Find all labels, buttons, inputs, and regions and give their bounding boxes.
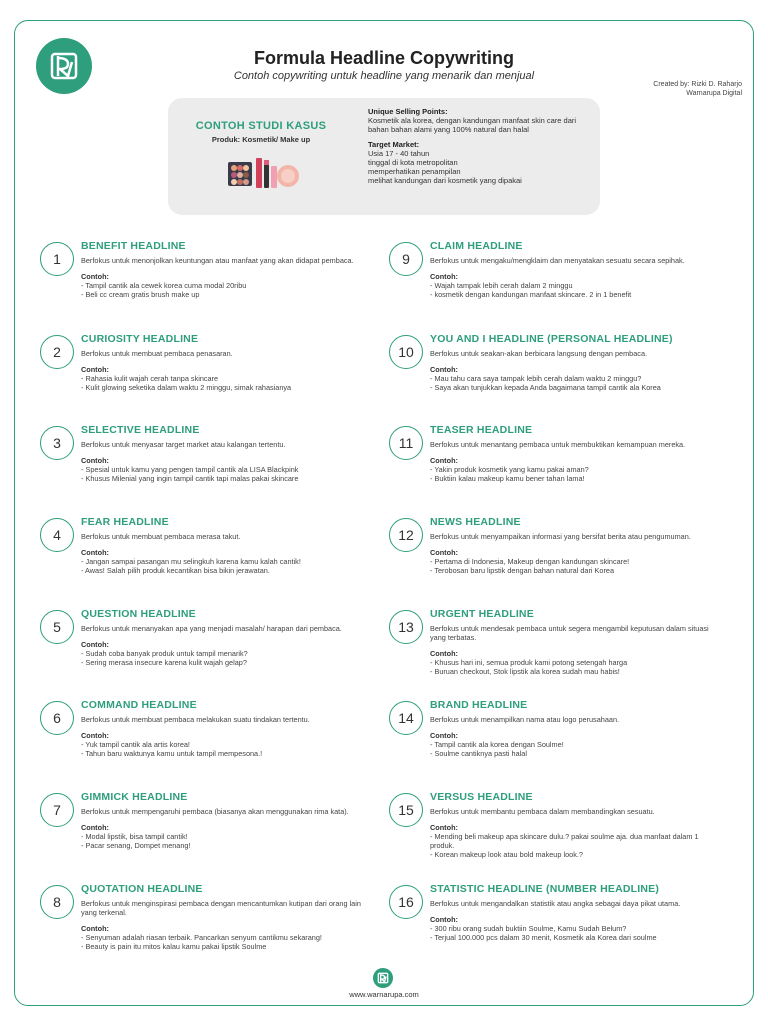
example-line: - Sering merasa insecure karena kulit wajah gelap? (81, 658, 247, 667)
headline-number: 8 (40, 885, 74, 919)
headline-description: Berfokus untuk menampilkan nama atau logo perusahaan. (430, 715, 620, 724)
headline-description: Berfokus untuk membuat pembaca melakukan suatu tindakan tertentu. (81, 715, 310, 724)
example-line: - Khusus Milenial yang ingin tampil cantik tapi malas pakai skincare (81, 474, 299, 483)
headline-description: Berfokus untuk menyampaikan informasi yang bersifat berita atau pengumuman. (430, 532, 691, 541)
headline-description: Berfokus untuk menonjolkan keuntungan atau manfaat yang akan didapat pembaca. (81, 256, 354, 265)
example-line: - Buktiin kalau makeup kamu bener tahan lama! (430, 474, 585, 483)
cosmetics-illustration (226, 156, 302, 195)
example-label: Contoh: (81, 731, 109, 740)
headline-number: 16 (389, 885, 423, 919)
example-label: Contoh: (430, 272, 458, 281)
example-label: Contoh: (430, 365, 458, 374)
example-line: - Mending beli makeup apa skincare dulu.? pakai soulme aja. dua manfaat dalam 1 produk. (430, 832, 699, 850)
headline-description: Berfokus untuk menginspirasi pembaca dengan mencantumkan kutipan dari orang lain yang terkenal. (81, 899, 361, 917)
example-line: - Tahun baru waktunya kamu untuk tampil mempesona.! (81, 749, 263, 758)
headline-title: GIMMICK HEADLINE (81, 791, 188, 803)
example-label: Contoh: (81, 640, 109, 649)
example-line: - 300 ribu orang sudah buktiin Soulme, Kamu Sudah Belum? (430, 924, 627, 933)
example-label: Contoh: (430, 649, 458, 658)
example-line: - Yakin produk kosmetik yang kamu pakai aman? (430, 465, 589, 474)
headline-title: YOU AND I HEADLINE (PERSONAL HEADLINE) (430, 333, 673, 345)
headline-description: Berfokus untuk mengandalkan statistik atau angka sebagai daya pikat utama. (430, 899, 681, 908)
page-title: Formula Headline Copywriting (253, 48, 515, 68)
headline-description: Berfokus untuk menanyakan apa yang menjadi masalah/ harapan dari pembaca. (81, 624, 342, 633)
headline-number: 12 (389, 518, 423, 552)
example-line: - Tampil cantik ala cewek korea cuma modal 20ribu (81, 281, 247, 290)
headline-description: Berfokus untuk membantu pembaca dalam membandingkan sesuatu. (430, 807, 655, 816)
case-study-heading (168, 120, 354, 144)
example-line: - Awas! Salah pilih produk kecantikan bisa bikin jerawatan. (81, 566, 270, 575)
headline-description: Berfokus untuk mendesak pembaca untuk segera mengambil keputusan dalam situasi yang terbatas. (430, 624, 709, 642)
target-line: tinggal di kota metropolitan (368, 158, 458, 167)
example-label: Contoh: (81, 924, 109, 933)
headline-description: Berfokus untuk menantang pembaca untuk membuktikan kemampuan mereka. (430, 440, 686, 449)
footer-logo (373, 968, 393, 988)
example-line: - Senyuman adalah riasan terbaik. Pancarkan senyum cantikmu sekarang! (81, 933, 322, 942)
example-label: Contoh: (430, 915, 458, 924)
example-label: Contoh: (81, 272, 109, 281)
headline-number: 11 (389, 426, 423, 460)
case-study-card (168, 98, 600, 215)
example-line: - Terjual 100.000 pcs dalam 30 menit, Kosmetik ala Korea dari soulme (430, 933, 657, 942)
credit-company: Warnarupa Digital (686, 90, 742, 97)
headline-number: 3 (40, 426, 74, 460)
headline-description: Berfokus untuk menyasar target market atau kalangan tertentu. (81, 440, 286, 449)
credit-block (653, 80, 742, 98)
example-line: - Modal lipstik, bisa tampil cantik! (81, 832, 188, 841)
example-label: Contoh: (430, 548, 458, 557)
example-line: - Jangan sampai pasangan mu selingkuh karena kamu kalah cantik! (81, 557, 301, 566)
example-line: - Kulit glowing seketika dalam waktu 2 minggu, simak rahasianya (81, 383, 292, 392)
target-market-label: Target Market: (368, 140, 420, 149)
example-line: - Korean makeup look atau bold makeup look.? (430, 850, 583, 859)
example-line: - Buruan checkout, Stok lipstik ala korea sudah mau habis! (430, 667, 620, 676)
example-label: Contoh: (430, 823, 458, 832)
headline-title: FEAR HEADLINE (81, 516, 169, 528)
target-line: memperhatikan penampilan (368, 167, 461, 176)
usp-text: Kosmetik ala korea, dengan kandungan manfaat skin care dari bahan bahan alami yang 100% natural dan halal (368, 116, 577, 134)
target-line: melihat kandungan dari kosmetik yang dipakai (368, 176, 522, 185)
headline-title: VERSUS HEADLINE (430, 791, 533, 803)
example-label: Contoh: (81, 548, 109, 557)
example-line: - Wajah tampak lebih cerah dalam 2 minggu (430, 281, 573, 290)
example-line: - Khusus hari ini, semua produk kami potong setengah harga (430, 658, 628, 667)
headline-number: 5 (40, 610, 74, 644)
footer-url[interactable]: www.warnarupa.com (349, 990, 419, 999)
example-label: Contoh: (81, 456, 109, 465)
example-label: Contoh: (81, 365, 109, 374)
headline-title: TEASER HEADLINE (430, 424, 533, 436)
credit-author: Created by: Rizki D. Raharjo (653, 81, 742, 88)
example-line: - Sudah coba banyak produk untuk tampil menarik? (81, 649, 248, 658)
headline-title: URGENT HEADLINE (430, 608, 534, 620)
headline-description: Berfokus untuk mengaku/mengklaim dan menyatakan sesuatu secara sepihak. (430, 256, 685, 265)
headline-number: 14 (389, 701, 423, 735)
example-line: - Saya akan tunjukkan kepada Anda bagaimana tampil cantik ala Korea (430, 383, 661, 392)
headline-title: STATISTIC HEADLINE (NUMBER HEADLINE) (430, 883, 660, 895)
headline-number: 15 (389, 793, 423, 827)
example-line: - Rahasia kulit wajah cerah tanpa skincare (81, 374, 219, 383)
example-label: Contoh: (81, 823, 109, 832)
example-line: - Yuk tampil cantik ala artis korea! (81, 740, 190, 749)
headline-number: 10 (389, 335, 423, 369)
example-line: - Spesial untuk kamu yang pengen tampil cantik ala LISA Blackpink (81, 465, 299, 474)
makeup-icon (226, 156, 302, 190)
headline-title: CLAIM HEADLINE (430, 240, 523, 252)
example-line: - Terobosan baru lipstik dengan bahan natural dari Korea (430, 566, 615, 575)
case-study-details (368, 107, 593, 185)
headline-number: 6 (40, 701, 74, 735)
headline-title: BRAND HEADLINE (430, 699, 528, 711)
case-study-product: Produk: Kosmetik/ Make up (211, 135, 311, 144)
example-line: - Mau tahu cara saya tampak lebih cerah dalam waktu 2 minggu? (430, 374, 642, 383)
target-line: Usia 17 - 40 tahun (368, 149, 430, 158)
example-line: - Pertama di Indonesia, Makeup dengan kandungan skincare! (430, 557, 630, 566)
example-line: - kosmetik dengan kandungan manfaat skincare. 2 in 1 benefit (430, 290, 632, 299)
headline-description: Berfokus untuk membuat pembaca penasaran. (81, 349, 233, 358)
headline-number: 9 (389, 242, 423, 276)
headline-description: Berfokus untuk seakan-akan berbicara langsung dengan pembaca. (430, 349, 648, 358)
headline-number: 7 (40, 793, 74, 827)
example-line: - Beauty is pain itu mitos kalau kamu pakai lipstik Soulme (81, 942, 267, 951)
headline-number: 2 (40, 335, 74, 369)
headline-number: 4 (40, 518, 74, 552)
example-label: Contoh: (430, 456, 458, 465)
example-label: Contoh: (430, 731, 458, 740)
headline-title: BENEFIT HEADLINE (81, 240, 186, 252)
example-line: - Soulme cantiknya pasti halal (430, 749, 527, 758)
headline-title: NEWS HEADLINE (430, 516, 521, 528)
headline-title: COMMAND HEADLINE (81, 699, 197, 711)
headline-description: Berfokus untuk mempengaruhi pembaca (biasanya akan menggunakan rima kata). (81, 807, 349, 816)
headline-title: QUOTATION HEADLINE (81, 883, 203, 895)
headline-number: 13 (389, 610, 423, 644)
logo-mark-icon (376, 971, 390, 985)
headline-title: SELECTIVE HEADLINE (81, 424, 200, 436)
example-line: - Tampil cantik ala korea dengan Soulme! (430, 740, 564, 749)
headline-number: 1 (40, 242, 74, 276)
usp-label: Unique Selling Points: (368, 107, 448, 116)
headline-title: QUESTION HEADLINE (81, 608, 196, 620)
example-line: - Pacar senang, Dompet menang! (81, 841, 191, 850)
case-study-title: CONTOH STUDI KASUS (195, 120, 327, 132)
headline-description: Berfokus untuk membuat pembaca merasa takut. (81, 532, 241, 541)
example-line: - Beli cc cream gratis brush make up (81, 290, 200, 299)
headline-title: CURIOSITY HEADLINE (81, 333, 199, 345)
page-subtitle: Contoh copywriting untuk headline yang menarik dan menjual (233, 70, 535, 82)
